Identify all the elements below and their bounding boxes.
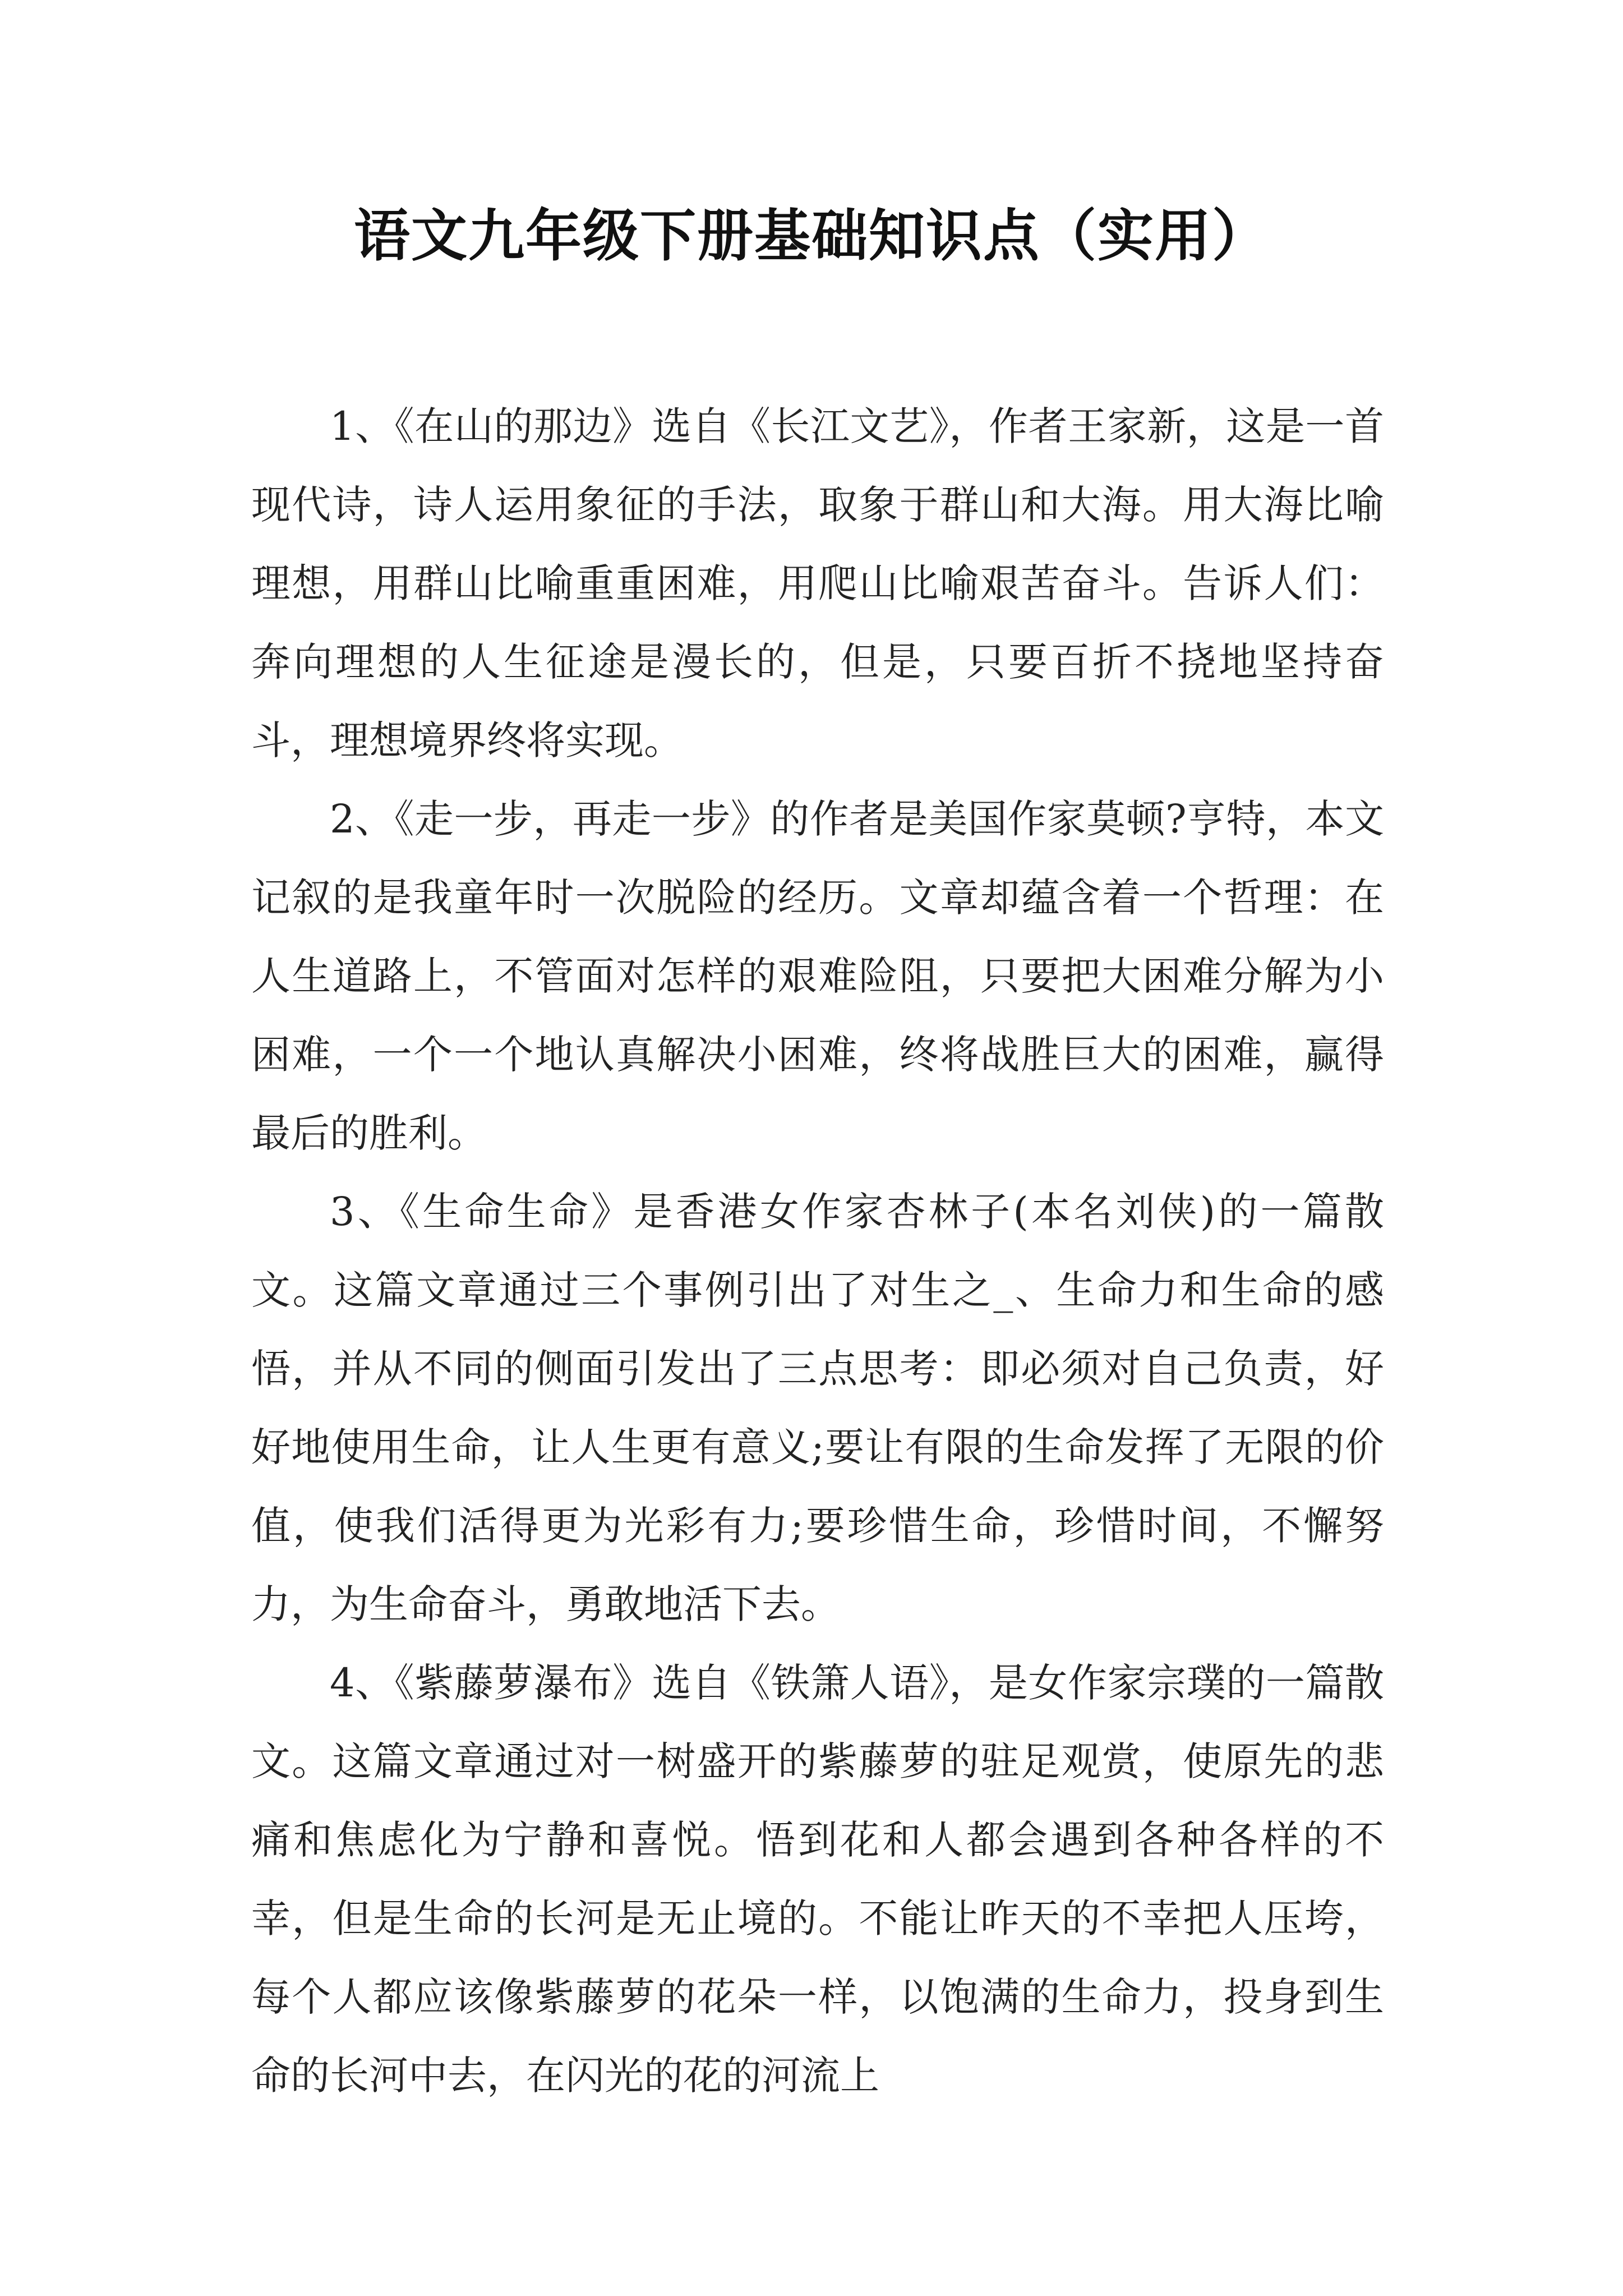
document-title: 语文九年级下册基础知识点（实用） xyxy=(354,203,1269,269)
paragraph-2: 2、《走一步，再走一步》的作者是美国作家莫顿?亨特，本文记叙的是我童年时一次脱险的经历。文章却蕴含着一个哲理：在人生道路上，不管面对怎样的艰难险阻，只要把大困难分解为小困难，一个一个地认真解决小困难，终将战胜巨大的困难，赢得最后的胜利。 xyxy=(251,796,1384,1156)
paragraph-3: 3、《生命生命》是香港女作家杏林子(本名刘侠)的一篇散文。这篇文章通过三个事例引出了对生之_、生命力和生命的感悟，并从不同的侧面引发出了三点思考：即必须对自己负责，好好地使用生命，让人生更有意义;要让有限的生命发挥了无限的价值，使我们活得更为光彩有力;要珍惜生命，珍惜时间，不懈努力，为生命奋斗，勇敢地活下去。 xyxy=(251,1189,1384,1627)
paragraph-4: 4、《紫藤萝瀑布》选自《铁箫人语》，是女作家宗璞的一篇散文。这篇文章通过对一树盛开的紫藤萝的驻足观赏，使原先的悲痛和焦虑化为宁静和喜悦。悟到花和人都会遇到各种各样的不幸，但是生命的长河是无止境的。不能让昨天的不幸把人压垮，每个人都应该像紫藤萝的花朵一样，以饱满的生命力，投身到生命的长河中去，在闪光的花的河流上 xyxy=(251,1660,1384,2099)
paragraph-1: 1、《在山的那边》选自《长江文艺》，作者王家新，这是一首现代诗，诗人运用象征的手法，取象于群山和大海。用大海比喻理想，用群山比喻重重困难，用爬山比喻艰苦奋斗。告诉人们：奔向理想的人生征途是漫长的，但是，只要百折不挠地坚持奋斗，理想境界终将实现。 xyxy=(251,403,1384,763)
document-body xyxy=(251,387,1384,2115)
